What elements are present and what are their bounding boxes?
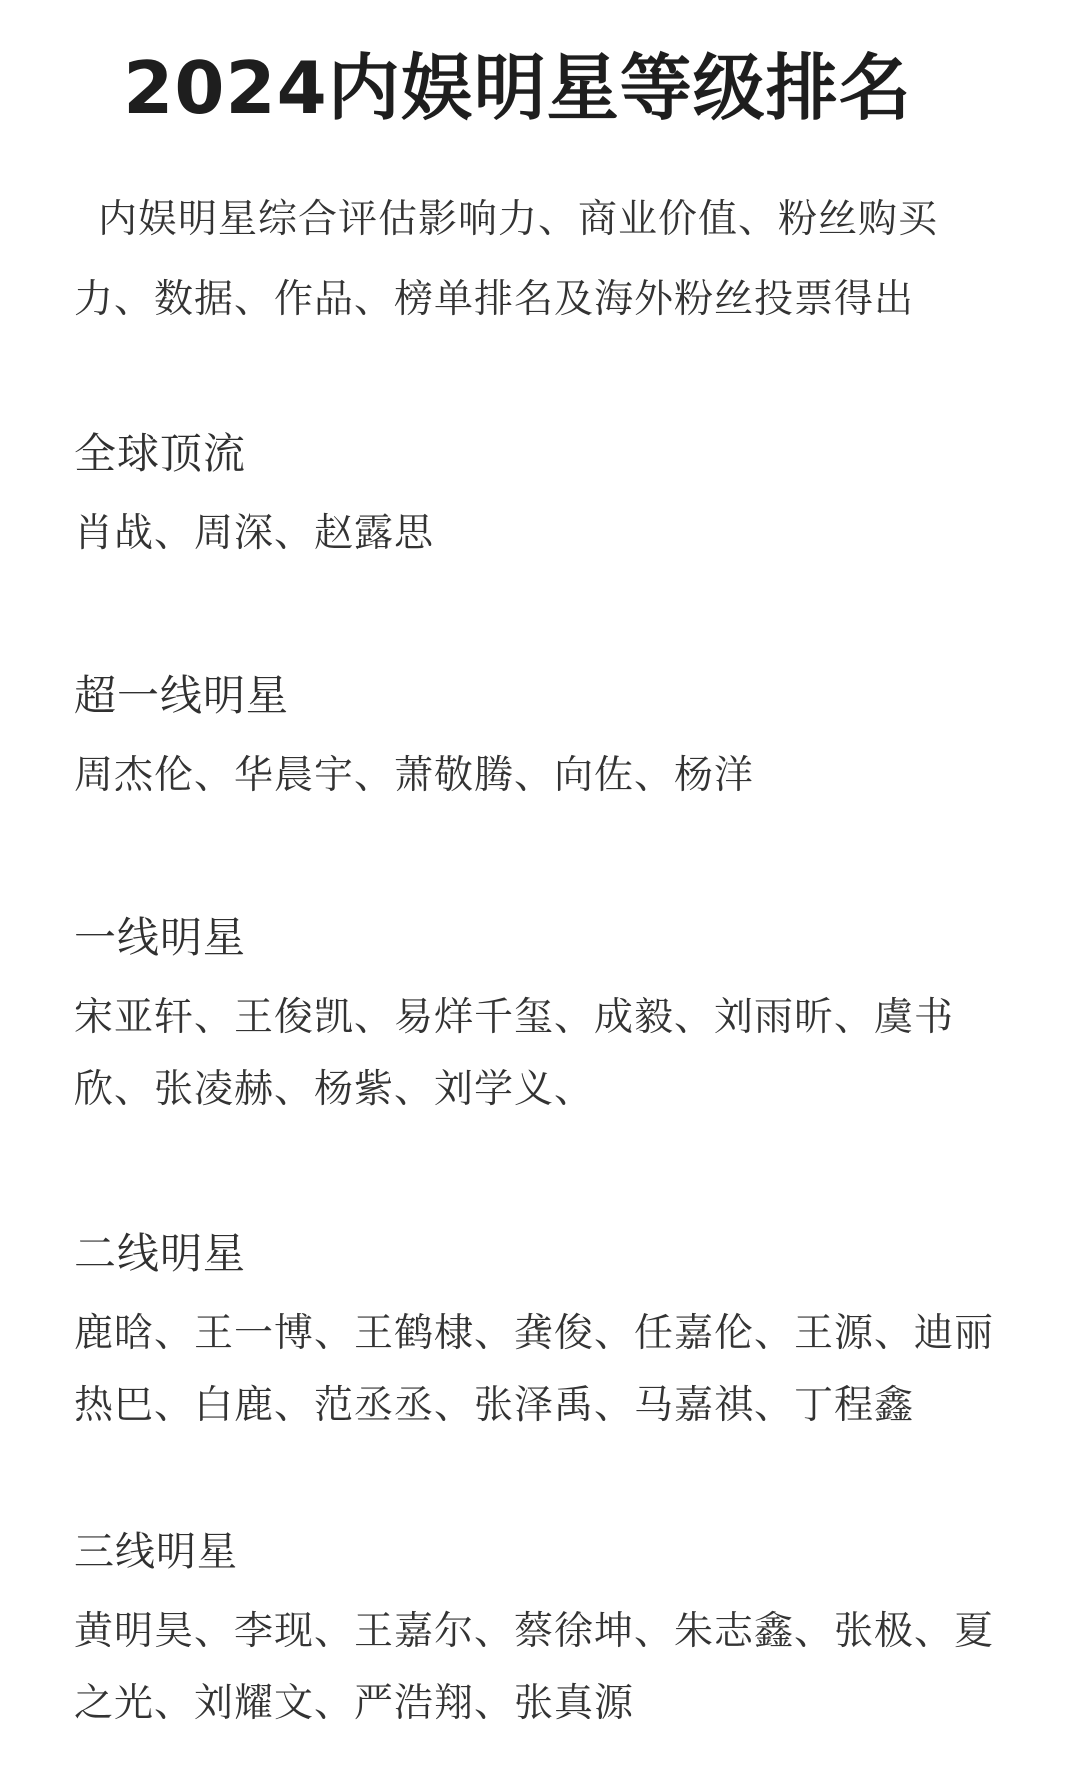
section-heading: 全球顶流 (74, 429, 247, 478)
section-names: 鹿晗、王一博、王鹤棣、龚俊、任嘉伦、王源、迪丽热巴、白鹿、范丞丞、张泽禹、马嘉祺、丁程鑫 (74, 1311, 995, 1428)
section-names: 黄明昊、李现、王嘉尔、蔡徐坤、朱志鑫、张极、夏之光、刘耀文、严浩翔、张真源 (74, 1609, 995, 1726)
section-super-first-tier (74, 666, 1014, 812)
section-heading: 二线明星 (74, 1229, 247, 1278)
section-heading: 超一线明星 (74, 671, 290, 720)
section-heading: 一线明星 (74, 913, 247, 962)
section-third-tier (74, 1522, 1014, 1740)
intro-paragraph: 内娱明星综合评估影响力、商业价值、粉丝购买力、数据、作品、榜单排名及海外粉丝投票得出 (74, 197, 939, 322)
section-names: 周杰伦、华晨宇、萧敬腾、向佐、杨洋 (74, 753, 755, 798)
section-heading: 三线明星 (74, 1529, 238, 1575)
section-global-top (74, 424, 1014, 570)
section-names: 肖战、周深、赵露思 (74, 511, 435, 556)
section-names: 宋亚轩、王俊凯、易烊千玺、成毅、刘雨昕、虞书欣、张凌赫、杨紫、刘学义、 (74, 995, 955, 1112)
section-first-tier (74, 908, 1014, 1126)
page-title: 2024内娱明星等级排名 (123, 46, 912, 130)
section-second-tier (74, 1224, 1014, 1442)
